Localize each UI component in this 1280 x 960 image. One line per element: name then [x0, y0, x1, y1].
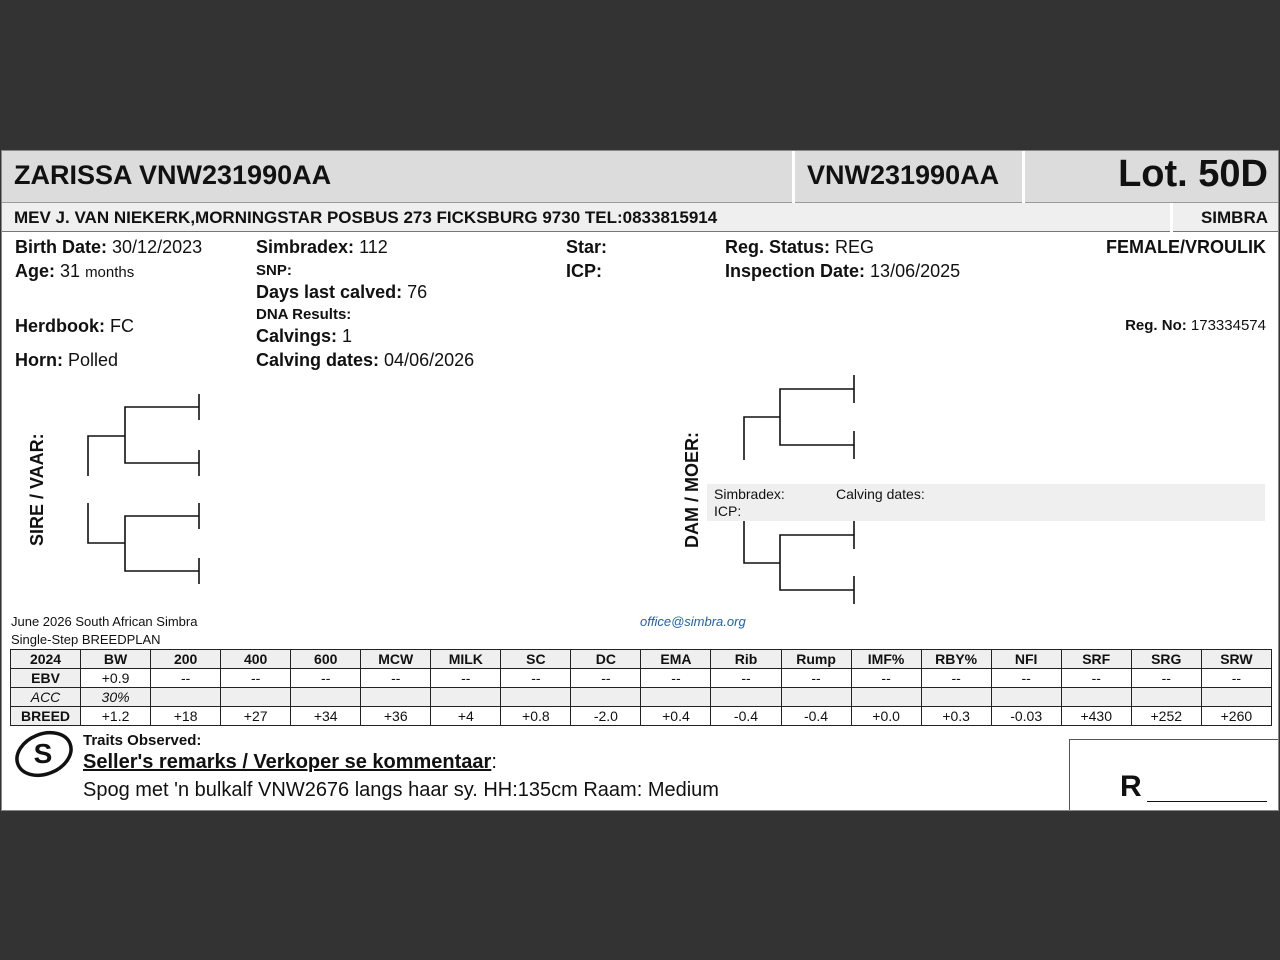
ebv-cell — [291, 688, 361, 707]
ebv-cell: +18 — [151, 707, 221, 726]
sire-pedigree-tree — [82, 391, 212, 591]
owner-details: MEV J. VAN NIEKERK,MORNINGSTAR POSBUS 273 FICKSBURG 9730 TEL:0833815914 — [14, 208, 718, 227]
ebv-row-label: EBV — [11, 669, 81, 688]
ebv-cell: 30% — [81, 688, 151, 707]
ebv-cell — [921, 688, 991, 707]
ebv-column-header: SRF — [1061, 650, 1131, 669]
ebv-table — [10, 649, 1272, 726]
dam-simbradex-label: Simbradex: — [714, 486, 785, 502]
ebv-column-header: SRG — [1131, 650, 1201, 669]
ebv-column-header: SRW — [1201, 650, 1271, 669]
ebv-column-header: RBY% — [921, 650, 991, 669]
ebv-cell: -0.03 — [991, 707, 1061, 726]
ebv-column-header: 600 — [291, 650, 361, 669]
ebv-cell: +252 — [1131, 707, 1201, 726]
email-link[interactable]: office@simbra.org — [640, 614, 746, 629]
svg-text:S: S — [33, 738, 53, 769]
divider — [1022, 151, 1025, 203]
price-box — [1069, 739, 1279, 811]
registration-code: VNW231990AA — [807, 160, 1000, 190]
ebv-cell: -- — [501, 669, 571, 688]
ebv-cell: -- — [291, 669, 361, 688]
dam-calving-dates-label: Calving dates: — [836, 486, 925, 502]
title-bar — [2, 151, 1279, 203]
ebv-cell: -- — [851, 669, 921, 688]
ebv-row — [11, 707, 1272, 726]
simbradex: Simbradex: 112 — [256, 237, 388, 257]
breed-name: SIMBRA — [1200, 208, 1268, 227]
ebv-cell: -- — [1201, 669, 1271, 688]
sex: FEMALE/VROULIK — [1106, 237, 1266, 257]
horn: Horn: Polled — [15, 350, 119, 370]
ebv-cell: +430 — [1061, 707, 1131, 726]
price-line[interactable] — [1147, 801, 1267, 802]
ebv-cell: -- — [711, 669, 781, 688]
ebv-cell: -- — [571, 669, 641, 688]
ebv-cell: +0.9 — [81, 669, 151, 688]
ebv-column-header: 400 — [221, 650, 291, 669]
ebv-column-header: MCW — [361, 650, 431, 669]
calving-dates: Calving dates: 04/06/2026 — [256, 350, 475, 370]
ebv-cell — [641, 688, 711, 707]
age: Age: 31 months — [15, 261, 135, 281]
lot-number: Lot. 50D — [1118, 153, 1268, 195]
ebv-row — [11, 688, 1272, 707]
ebv-cell: +0.8 — [501, 707, 571, 726]
owner-bar — [2, 203, 1279, 232]
ebv-cell — [361, 688, 431, 707]
ebv-cell: -- — [1061, 669, 1131, 688]
divider — [792, 151, 795, 203]
ebv-cell: +34 — [291, 707, 361, 726]
snp-label: SNP: — [256, 262, 292, 279]
ebv-column-header: BW — [81, 650, 151, 669]
ebv-cell: +0.0 — [851, 707, 921, 726]
seller-remarks: Spog met 'n bulkalf VNW2676 langs haar sy. HH:135cm Raam: Medium — [83, 779, 719, 801]
ebv-cell — [151, 688, 221, 707]
dam-icp-label: ICP: — [714, 503, 742, 519]
ebv-column-header: Rump — [781, 650, 851, 669]
ebv-cell — [1131, 688, 1201, 707]
ebv-cell: +4 — [431, 707, 501, 726]
ebv-cell: +36 — [361, 707, 431, 726]
ebv-cell: -0.4 — [781, 707, 851, 726]
animal-name: ZARISSA VNW231990AA — [14, 160, 332, 190]
price-currency: R — [1120, 770, 1142, 803]
ebv-cell: -- — [431, 669, 501, 688]
ebv-cell: -- — [151, 669, 221, 688]
days-last-calved: Days last calved: 76 — [256, 282, 428, 302]
ebv-cell — [711, 688, 781, 707]
dam-info-box — [707, 484, 1265, 521]
calvings: Calvings: 1 — [256, 326, 353, 346]
ebv-cell: -- — [1131, 669, 1201, 688]
ebv-cell — [431, 688, 501, 707]
ebv-row-label: BREED — [11, 707, 81, 726]
ebv-cell — [221, 688, 291, 707]
ebv-column-header: SC — [501, 650, 571, 669]
ebv-cell: -- — [991, 669, 1061, 688]
dna-results-label: DNA Results: — [256, 306, 352, 323]
ebv-column-header: NFI — [991, 650, 1061, 669]
ebv-column-header: 2024 — [11, 650, 81, 669]
herdbook: Herdbook: FC — [15, 316, 135, 336]
ebv-column-header: EMA — [641, 650, 711, 669]
ebv-cell: -- — [641, 669, 711, 688]
ebv-cell: -2.0 — [571, 707, 641, 726]
ebv-header-row — [11, 650, 1272, 669]
ebv-cell: -- — [361, 669, 431, 688]
traits-observed-label: Traits Observed: — [83, 732, 202, 749]
ebv-cell — [1061, 688, 1131, 707]
star-label: Star: — [566, 237, 608, 257]
ebv-row — [11, 669, 1272, 688]
ebv-column-header: Rib — [711, 650, 781, 669]
ebv-cell: +0.4 — [641, 707, 711, 726]
icp-label: ICP: — [566, 261, 602, 281]
ebv-cell: -0.4 — [711, 707, 781, 726]
reg-status: Reg. Status: REG — [725, 237, 875, 257]
divider — [1170, 203, 1173, 232]
ebv-cell: -- — [921, 669, 991, 688]
simbra-logo — [12, 728, 78, 780]
inspection-date: Inspection Date: 13/06/2025 — [725, 261, 961, 281]
ebv-row-label: ACC — [11, 688, 81, 707]
ebv-cell: +260 — [1201, 707, 1271, 726]
birth-date: Birth Date: 30/12/2023 — [15, 237, 203, 257]
ebv-cell: -- — [781, 669, 851, 688]
ebv-cell — [571, 688, 641, 707]
remarks-heading: Seller's remarks / Verkoper se kommentaar: — [83, 751, 497, 773]
ebv-column-header: MILK — [431, 650, 501, 669]
lot-card — [1, 150, 1279, 811]
ebv-cell: +27 — [221, 707, 291, 726]
ebv-cell — [991, 688, 1061, 707]
registration-number: Reg. No: 173334574 — [1125, 317, 1266, 334]
ebv-cell: +1.2 — [81, 707, 151, 726]
breedplan-subtitle: Single-Step BREEDPLAN — [11, 632, 161, 647]
ebv-column-header: 200 — [151, 650, 221, 669]
ebv-cell — [781, 688, 851, 707]
ebv-cell — [1201, 688, 1271, 707]
dam-label: DAM / MOER: — [682, 432, 702, 548]
ebv-cell: -- — [221, 669, 291, 688]
ebv-column-header: DC — [571, 650, 641, 669]
ebv-cell: +0.3 — [921, 707, 991, 726]
ebv-cell — [851, 688, 921, 707]
ebv-column-header: IMF% — [851, 650, 921, 669]
sire-label: SIRE / VAAR: — [27, 433, 47, 546]
ebv-cell — [501, 688, 571, 707]
breedplan-title: June 2026 South African Simbra — [11, 614, 198, 629]
